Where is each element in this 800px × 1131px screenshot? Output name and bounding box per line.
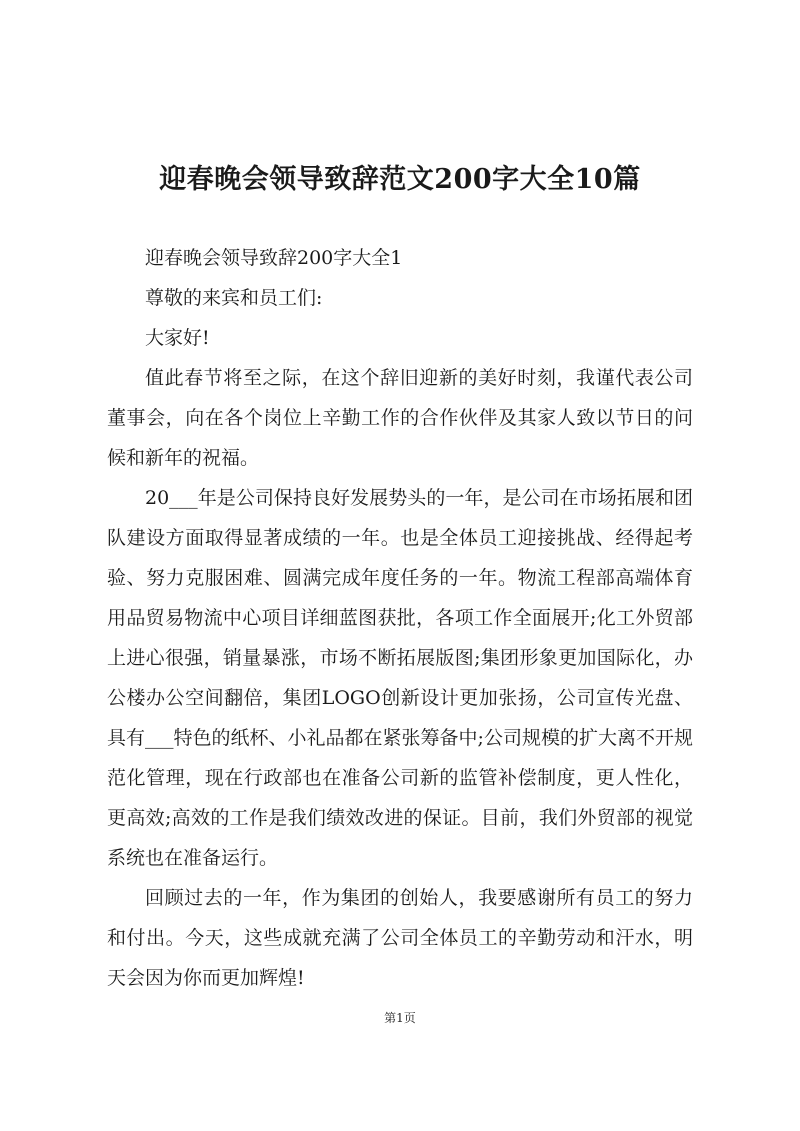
body-paragraph: 回顾过去的一年，作为集团的创始人，我要感谢所有员工的努力和付出。今天，这些成就充满了公司全体员工的辛勤劳动和汗水，明天会因为你而更加辉煌! [107,887,693,989]
section-heading: 迎春晚会领导致辞200字大全1 [145,247,403,269]
page-title: 迎春晚会领导致辞范文200字大全10篇 [159,164,641,195]
page-number: 第1页 [384,1011,416,1025]
salutation: 尊敬的来宾和员工们: [145,287,323,309]
body-paragraph: 20___年是公司保持良好发展势头的一年，是公司在市场拓展和团队建设方面取得显著成绩的一年。也是全体员工迎接挑战、经得起考验、努力克服困难、圆满完成年度任务的一年。物流工程部高端体育用品贸易物流中心项目详细蓝图获批，各项工作全面展开;化工外贸部上进心很强，销量暴涨，市场不断拓展版图;集团形象更加国际化，办公楼办公空间翻倍，集团LOGO创新设计更加张扬，公司宣传光盘、具有___特色的纸杯、小礼品都在紧张筹备中;公司规模的扩大离不开规范化管理，现在行政部也在准备公司新的监管补偿制度，更人性化，更高效;高效的工作是我们绩效改进的保证。目前，我们外贸部的视觉系统也在准备运行。 [107,487,693,869]
greeting: 大家好! [145,327,210,349]
document-body [107,238,693,998]
body-paragraph: 值此春节将至之际，在这个辞旧迎新的美好时刻，我谨代表公司董事会，向在各个岗位上辛勤工作的合作伙伴及其家人致以节日的问候和新年的祝福。 [107,367,693,469]
